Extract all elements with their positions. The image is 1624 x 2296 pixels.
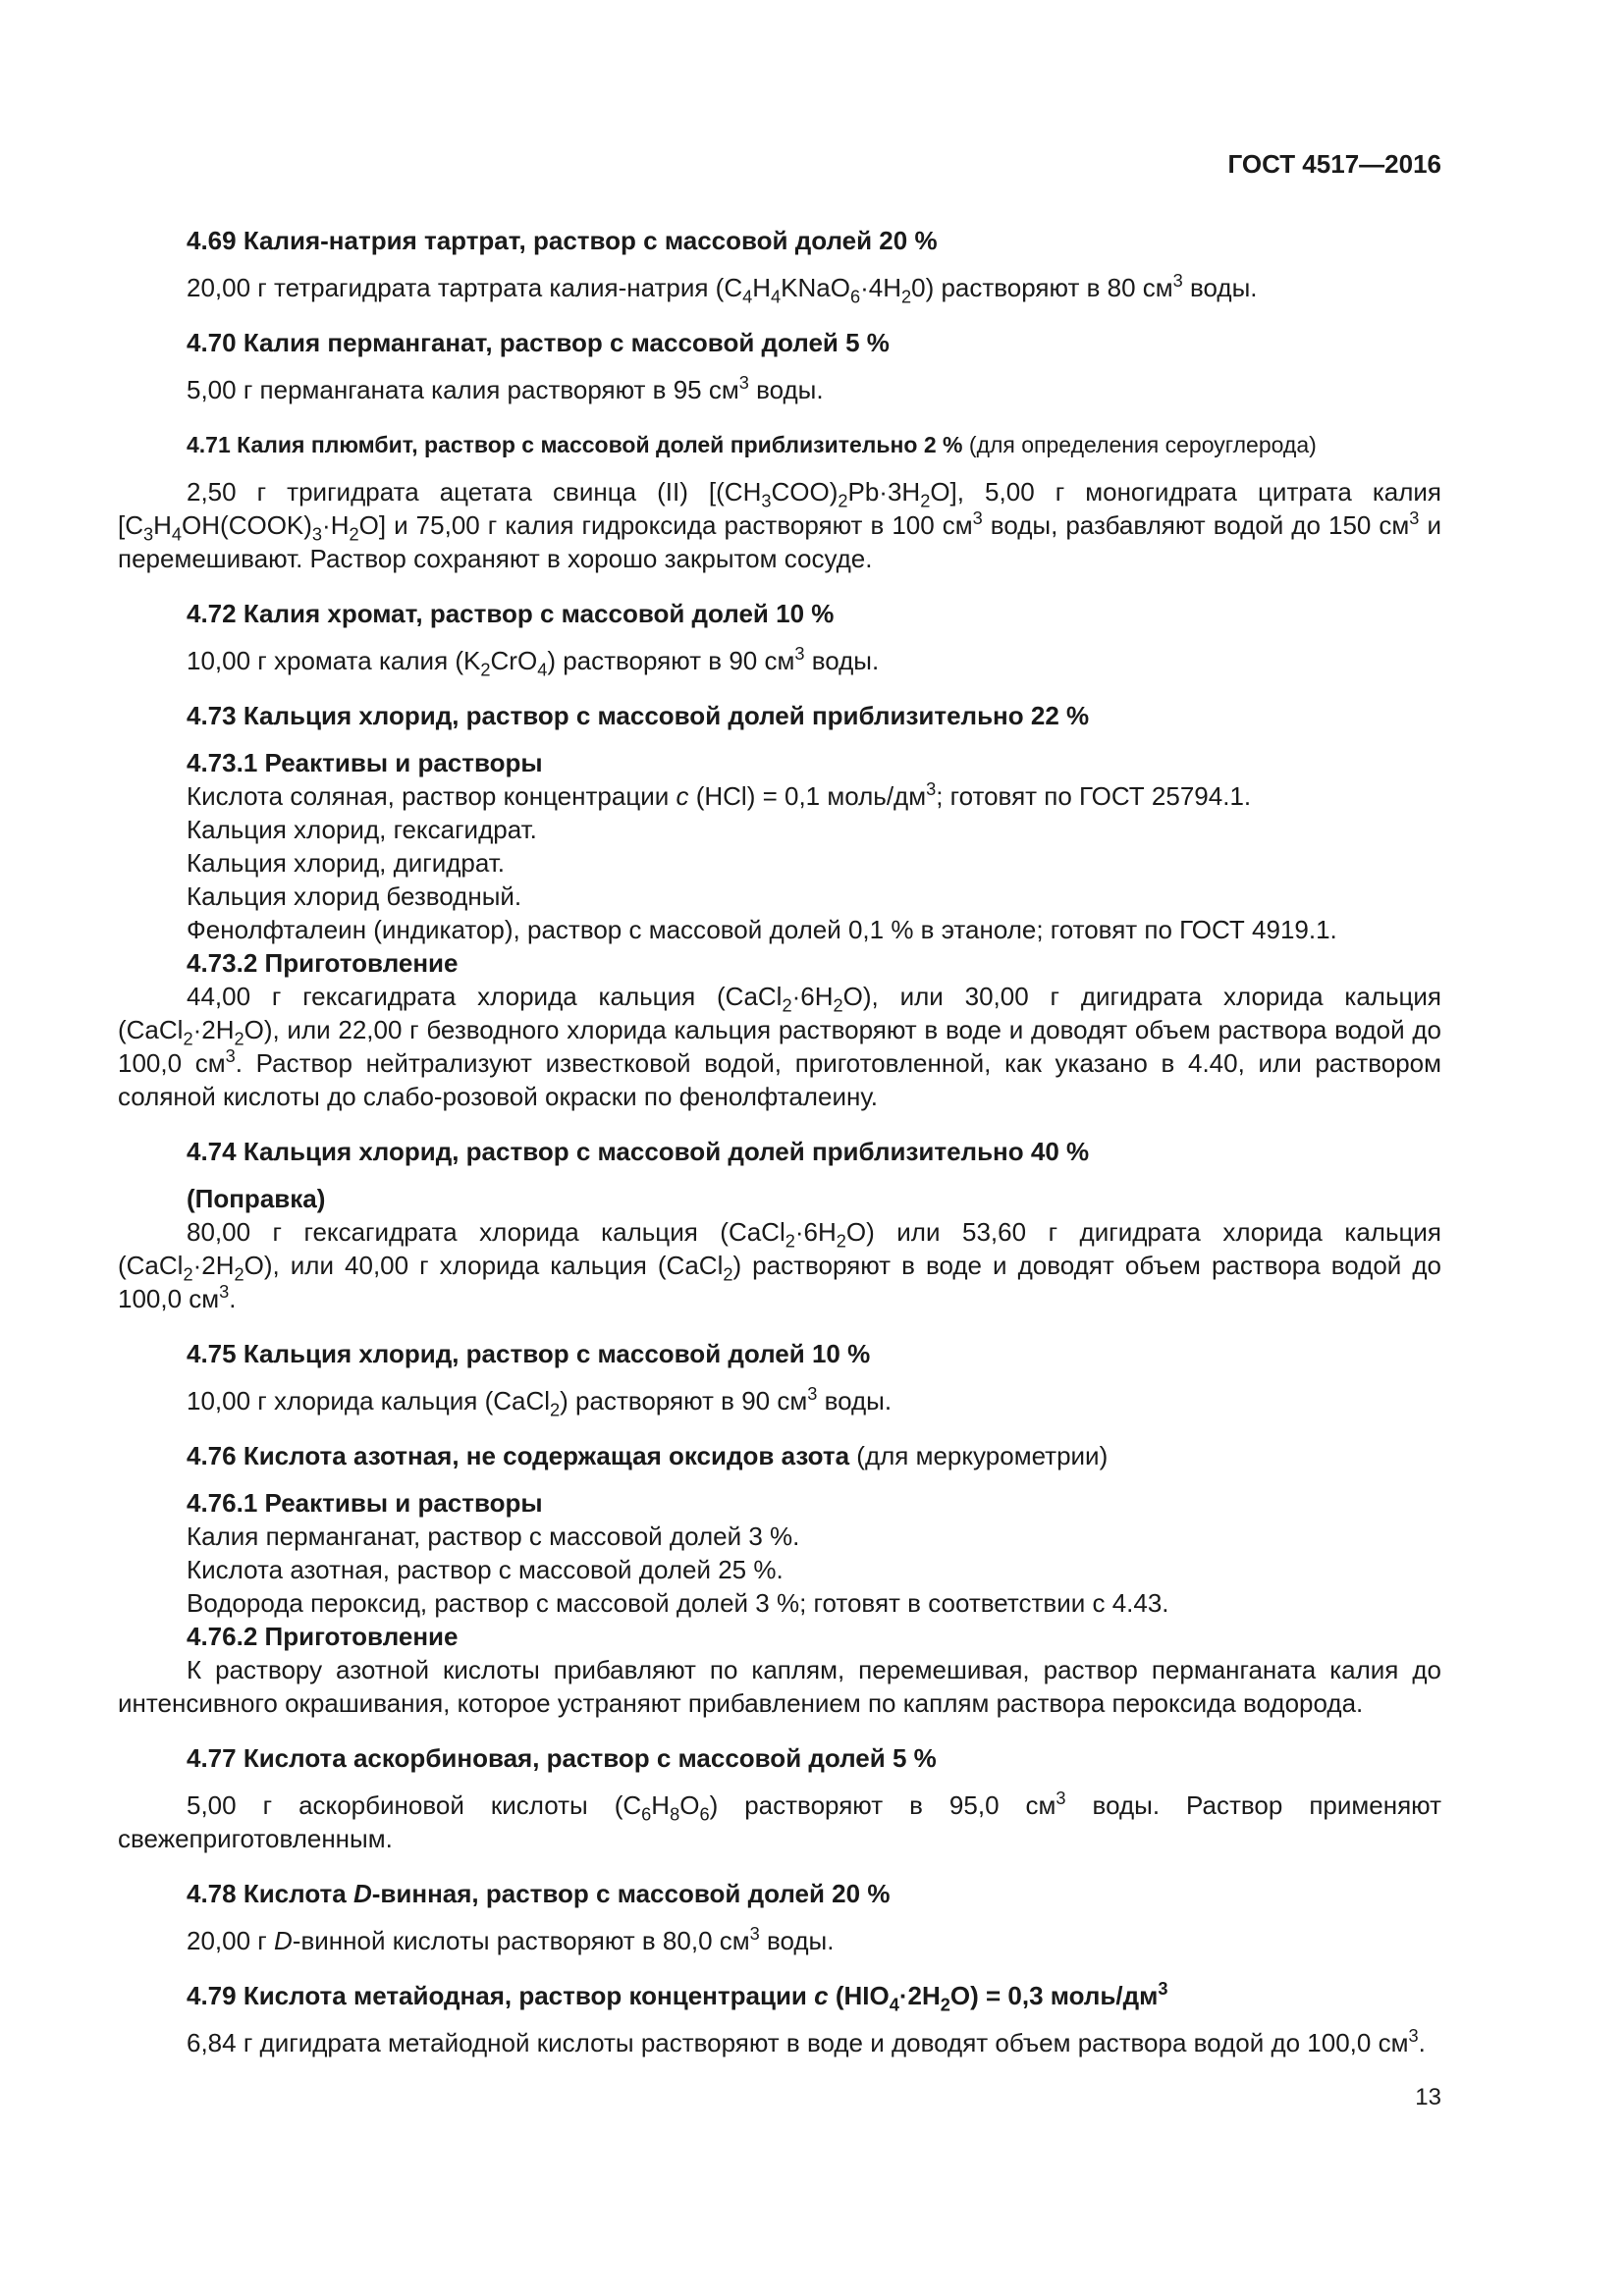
section-title-4-77: 4.77 Кислота аскорбиновая, раствор с массовой долей 5 %: [187, 1743, 937, 1773]
section-title-4-76: 4.76 Кислота азотная, не содержащая оксидов азота (для меркурометрии): [187, 1441, 1109, 1470]
page-number: 13: [1415, 2084, 1441, 2110]
section-text-4-72: 10,00 г хромата калия $(K_2CrO_4)$ растворяют в 90 $см^3$ воды.: [187, 644, 880, 680]
section-text-4-74: 80,00 г гексагидрата хлорида кальция $(CaCl_2\cdot 6H_2O)$ или 53,60 г дигидрата хлорида кальция $(CaCl_2\cdot 2H_2O)$, или 40,00 г хлорида кальция (CaCl$_2$) растворяют в воде и доводят объем раствора водой до 100,0 $см^3$.: [118, 1217, 1441, 1313]
subsection-title-4-76-2: 4.76.2 Приготовление: [187, 1622, 459, 1651]
section-title-4-74: 4.74 Кальция хлорид, раствор с массовой долей приблизительно 40 %: [187, 1137, 1090, 1166]
section-text-4-75: 10,00 г хлорида кальция (CaCl$_2$) растворяют в 90 $см^3$ воды.: [187, 1384, 893, 1420]
document-body: [118, 224, 1441, 2059]
reagent-line: Водорода пероксид, раствор с массовой долей 3 %; готовят в соответствии с 4.43.: [187, 1588, 1169, 1618]
reagent-line: Кальция хлорид безводный.: [187, 881, 522, 911]
amendment-note: (Поправка): [187, 1184, 326, 1213]
section-text-4-71: 2,50 г тригидрата ацетата свинца (II) $[(CH_3COO)_2Pb\cdot 3H_2O]$, 5,00 г моногидрата цитрата калия $[C_3H_4OH(COOK)_3\cdot H_2O]$ и 75,00 г калия гидроксида растворяют в 100 $см^3$ воды, разбавляют водой до 150 $см^3$ и перемешивают. Раствор сохраняют в хорошо закрытом сосуде.: [118, 477, 1442, 573]
section-title-4-78: 4.78 Кислота D-винная, раствор с массовой долей 20 %: [187, 1879, 891, 1908]
section-title-4-73: 4.73 Кальция хлорид, раствор с массовой долей приблизительно 22 %: [187, 701, 1090, 730]
subsection-title-4-73-2: 4.73.2 Приготовление: [187, 948, 459, 978]
preparation-text-4-76: К раствору азотной кислоты прибавляют по каплям, перемешивая, раствор перманганата калия до интенсивного окрашивания, которое устраняют прибавлением по каплям раствора пероксида водорода.: [118, 1655, 1441, 1718]
section-title-4-71: 4.71 Калия плюмбит, раствор с массовой долей приблизительно 2 % (для определения сероуглерода): [187, 432, 1317, 457]
reagent-line: Фенолфталеин (индикатор), раствор с массовой долей 0,1 % в этаноле; готовят по ГОСТ 4919.1.: [187, 915, 1337, 944]
reagent-line: Кальция хлорид, дигидрат.: [187, 848, 506, 878]
preparation-text-4-73: 44,00 г гексагидрата хлорида кальция $(CaCl_2\cdot 6H_2O)$, или 30,00 г дигидрата хлорида кальция $(CaCl_2\cdot 2H_2O)$, или 22,00 г безводного хлорида кальция растворяют в воде и доводят объем раствора водой до 100,0 $см^3$. Раствор нейтрализуют известковой водой, приготовленной, как указано в 4.40, или раствором соляной кислоты до слабо-розовой окраски по фенолфталеину.: [118, 982, 1441, 1111]
reagent-line: Кислота азотная, раствор с массовой долей 25 %.: [187, 1555, 784, 1584]
reagent-line: Кальция хлорид, гексагидрат.: [187, 815, 537, 844]
section-text-4-78: 20,00 г D-винной кислоты растворяют в 80,0 $см^3$ воды.: [187, 1924, 835, 1955]
section-title-4-72: 4.72 Калия хромат, раствор с массовой долей 10 %: [187, 599, 835, 628]
section-title-4-79: 4.79 Кислота метайодная, раствор концентрации c $(HIO_4\cdot 2H_2O) = 0,3$ моль/$дм^3$: [187, 1979, 1168, 2015]
section-title-4-70: 4.70 Калия перманганат, раствор с массовой долей 5 %: [187, 328, 890, 357]
section-text-4-79: 6,84 г дигидрата метайодной кислоты растворяют в воде и доводят объем раствора водой до 100,0 $см^3$.: [187, 2026, 1426, 2057]
section-title-4-75: 4.75 Кальция хлорид, раствор с массовой долей 10 %: [187, 1339, 871, 1368]
subsection-title-4-76-1: 4.76.1 Реактивы и растворы: [187, 1488, 543, 1518]
section-text-4-70: 5,00 г перманганата калия растворяют в 95 $см^3$ воды.: [187, 373, 824, 404]
section-text-4-69: 20,00 г тетрагидрата тартрата калия-натрия $(C_4H_4KNaO_6\cdot 4H_20)$ растворяют в 80 $см^3$ воды.: [187, 271, 1258, 307]
subsection-title-4-73-1: 4.73.1 Реактивы и растворы: [187, 748, 543, 777]
reagent-line: Калия перманганат, раствор с массовой долей 3 %.: [187, 1522, 800, 1551]
section-text-4-77: 5,00 г аскорбиновой кислоты $(C_6H_8O_6)$ растворяют в 95,0 $см^3$ воды. Раствор применяют свежеприготовленным.: [118, 1789, 1442, 1853]
section-title-4-69: 4.69 Калия-натрия тартрат, раствор с массовой долей 20 %: [187, 226, 938, 255]
reagent-line: Кислота соляная, раствор концентрации c (HCl) = 0,1 моль/$дм^3$; готовят по ГОСТ 25794.1.: [187, 779, 1252, 811]
standard-header: ГОСТ 4517—2016: [1227, 149, 1441, 179]
